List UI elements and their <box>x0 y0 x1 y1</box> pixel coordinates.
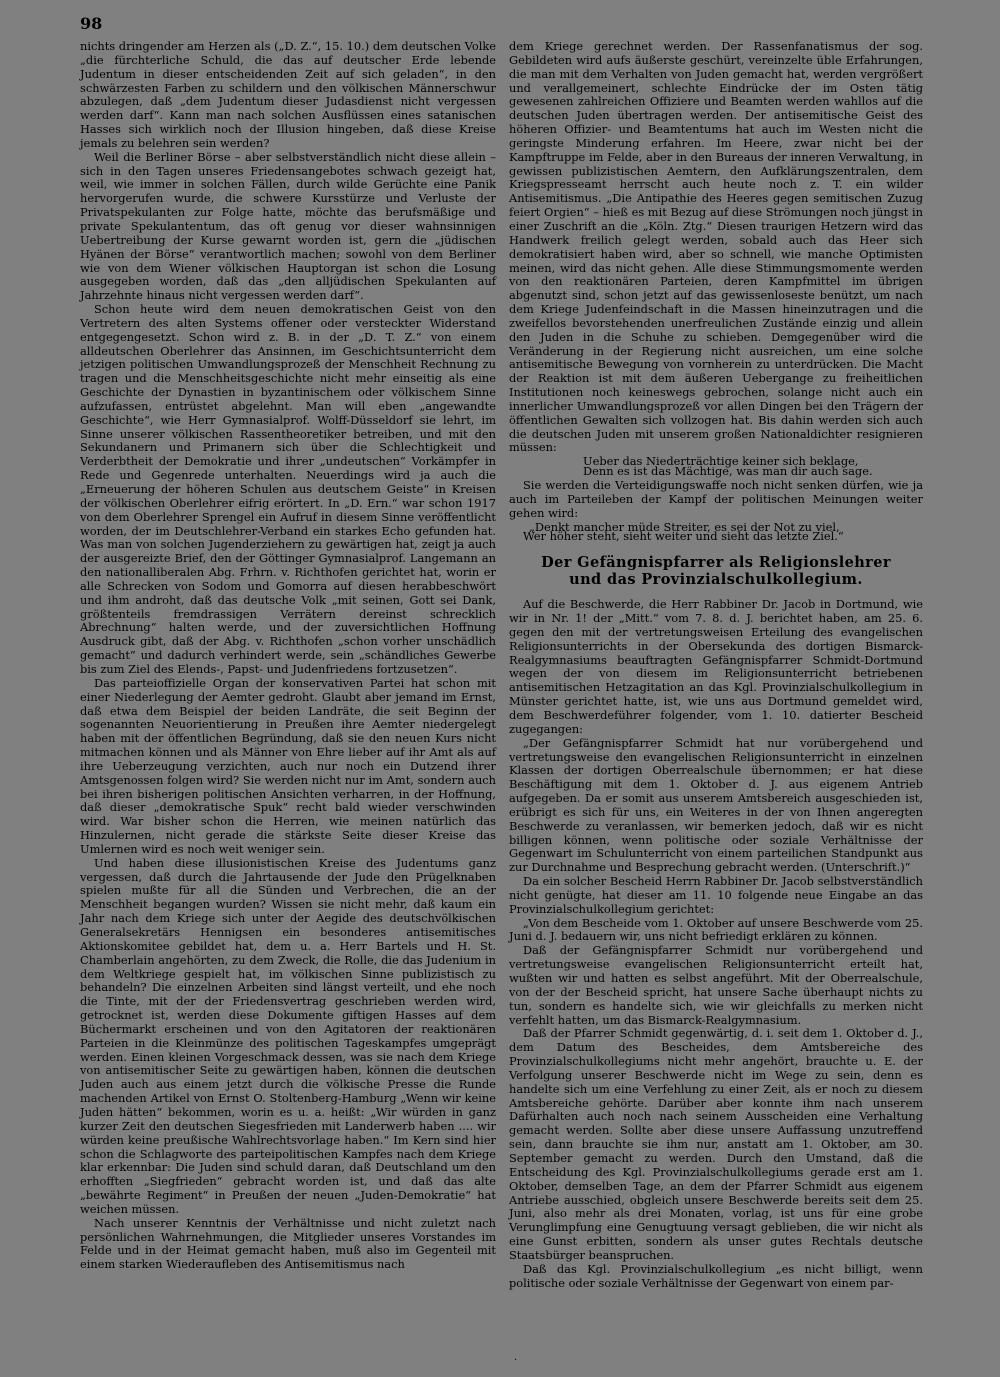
heading-line: und das Provinzialschulkollegium. <box>569 571 863 589</box>
paragraph: nichts dringender am Herzen als („D. Z.“, 15. 10.) dem deutschen Volke „die fürchterliche Schuld, die das auf deutscher Erde lebende Judentum in dieser entscheidenden Zeit auf sich geladen“, in den schwärzesten Farben zu schildern und den völkischen Männerschwur abzulegen, daß „dem Judentum dieser Judasdienst nicht vergessen werden darf“. Kann man nach solchen Ausflüssen eines satanischen Hasses sich wirklich noch der Illusion hingeben, daß diese Kreise jemals zu belehren sein werden? <box>80 39 496 150</box>
verse-line: „Denkt mancher müde Streiter, es sei der Not zu viel, <box>529 519 840 534</box>
paragraph: Sie werden die Verteidigungswaffe noch nicht senken dürfen, wie ja auch im Parteileben der Kampf der politischen Meinungen weiter gehen wird: <box>509 478 923 520</box>
paragraph: Daß der Pfarrer Schmidt gegenwärtig, d. i. seit dem 1. Oktober d. J., dem Datum des Bescheides, dem Amtsbereiche des Provinzialschulkollegiums nicht mehr angehört, brauchte u. E. der Verfolgung unserer Beschwerde nicht im Wege zu sein, denn es handelte sich um eine Verfehlung zu einer Zeit, als er noch zu diesem Amtsbereiche gehörte. Darüber aber konnte ihm nach unserem Dafürhalten auch noch nach seinem Ausscheiden eine Verhaltung gemacht werden. Sollte aber diese unsere Auffassung unzutreffend sein, dann brauchte sie ihm nur, anstatt am 1. Oktober, am 30. September gemacht zu werden. Durch den Umstand, daß die Entscheidung des Kgl. Provinzialschulkollegiums gerade erst am 1. Oktober, demselben Tage, an dem der Pfarrer Schmidt aus eigenem Antriebe ausschied, obgleich unsere Beschwerde bereits seit dem 25. Juni, also mehr als drei Monaten, vorlag, ist uns für eine grobe Verunglimpfung eine Genugtuung versagt geblieben, die wir nicht als eine Gunst erbitten, sondern als unser gutes Rechtals deutsche Staatsbürger beanspruchen. <box>509 1026 923 1262</box>
paragraph: Schon heute wird dem neuen demokratischen Geist von den Vertretern des alten Systems offener oder versteckter Widerstand entgegengesetzt. Schon wird z. B. in der „D. T. Z.“ von einem alldeutschen Oberlehrer das Ansinnen, im Geschichtsunterricht dem jetzigen politischen Umwandlungsprozeß der Menschheit Rechnung zu tragen und die Menschheitsgeschichte nicht mehr einseitig als eine Geschichte der Dynastien in byzantinischem oder völkischem Sinne aufzufassen, entrüstet abgelehnt. Man will eben „angewandte Geschichte“, wie Herr Gymnasialprof. Wolff-Düsseldorf sie lehrt, im Sinne unserer völkischen Rassentheoretiker betreiben, und mit den Sekundanern und Primanern sich über die Schlechtigkeit und Verderbtheit der Demokratie und ihrer „undeutschen“ Vorkämpfer in Rede und Gegenrede unterhalten. Neuerdings wird ja auch die „Erneuerung der höheren Schulen aus deutschem Geiste“ in Kreisen der völkischen Oberlehrer eifrig erörtert. In „D. Ern.“ war schon 1917 von dem Oberlehrer Sprengel ein Aufruf in diesem Sinne veröffentlicht worden, der im Deutschlehrer-Verband ein starkes Echo gefunden hat. Was man von solchen Jugenderziehern zu gewärtigen hat, zeigt ja auch der ausgereizte Brief, den der Göttinger Gymnasialprof. Langemann an den nationalliberalen Abg. Frhrn. v. Richthofen gerichtet hat, worin er alle Schrecken von Sodom und Gomorra auf diesen herabbeschwört und ihm androht, daß das deutsche Volk „mit seinen, Gott sei Dank, größtenteils fremdrassigen Verrätern dereinst schrecklich Abrechnung“ halten werde, und der zuversichtlichen Hoffnung Ausdruck gibt, daß der Abg. v. Richthofen „schon vorher unschädlich gemacht“ und dadurch verhindert werde, sein „schändliches Gewerbe bis zum Ziel des Elends-, Papst- und Judenfriedens fortzusetzen“. <box>80 302 496 676</box>
article-heading <box>509 554 923 588</box>
verse-line: Wer höher steht, sieht weiter und sieht das letzte Ziel.“ <box>523 529 844 544</box>
paragraph: Daß das Kgl. Provinzialschulkollegium „es nicht billigt, wenn politische oder soziale Verhältnisse der Gegenwart von einem par- <box>509 1261 923 1290</box>
verse-line: Ueber das Niederträchtige keiner sich beklage, <box>583 454 859 469</box>
paragraph: Das parteioffizielle Organ der konservativen Partei hat schon mit einer Niederlegung der Aemter gedroht. Glaubt aber jemand im Ernst, daß etwa dem Beispiel der beiden Landräte, die seit Beginn der sogenannten Neuorientierung in Preußen ihre Aemter niedergelegt haben mit der öffentlichen Begründung, daß sie den neuen Kurs nicht mitmachen können und als Männer von Ehre lieber auf ihr Amt als auf ihre Ueberzeugung verzichten, auch nur noch ein Dutzend ihrer Amtsgenossen folgen wird? Sie werden nicht nur im Amt, sondern auch bei ihren bisherigen politischen Ansichten verharren, in der Hoffnung, daß dieser „demokratische Spuk“ recht bald wieder verschwinden wird. War bisher schon die Herren, wie meinen natürlich das Hinzulernen, nicht gerade die stärkste Seite dieser Kreise das Umlernen wird es noch weit weniger sein. <box>80 675 496 856</box>
paragraph: Auf die Beschwerde, die Herr Rabbiner Dr. Jacob in Dortmund, wie wir in Nr. 1! der „Mitt.“ vom 7. 8. d. J. berichtet haben, am 25. 6. gegen den mit der vertretungsweisen Erteilung des evangelischen Religionsunterrichts in der Obersekunda des dortigen Bismarck-Realgymnasiums beauftragten Gefängnispfarrer Schmidt-Dortmund wegen der von diesem im Religionsunterricht betriebenen antisemitischen Hetzagitation an das Kgl. Provinzialschulkollegium in Münster gerichtet hatte, ist, wie uns aus Dortmund gemeldet wird, dem Beschwerdeführer folgender, vom 1. 10. datierter Bescheid zugegangen: <box>509 597 923 736</box>
page-number: 98 <box>80 14 103 33</box>
paragraph: Daß der Gefängnispfarrer Schmidt nur vorübergehend und vertretungsweise evangelischen Religionsunterricht erteilt hat, wußten wir und hatten es selbst angeführt. Mit der Oberrealschule, von der der Bescheid spricht, hat unsere Sache überhaupt nichts zu tun, sondern es handelte sich, wie wir gleichfalls zu merken nicht verfehlt hatten, um das Bismarck-Realgymnasium. <box>509 943 923 1027</box>
left-column <box>80 40 496 1272</box>
verse-line: Denn es ist das Mächtige, was man dir auch sage. <box>583 464 873 479</box>
paragraph: dem Kriege gerechnet werden. Der Rassenfanatismus der sog. Gebildeten wird aufs äußerste geschürt, vereinzelte üble Erfahrungen, die man mit dem Verhalten von Juden gemacht hat, werden vergrößert und verallgemeinert, schlechte Eindrücke der im Osten tätig gewesenen zahlreichen Offiziere und Beamten werden wahllos auf die deutschen Juden übertragen werden. Der antisemitische Geist des höheren Offizier- und Beamtentums hat auch im Westen nicht die geringste Minderung erfahren. Im Heere, zwar nicht bei der Kampftruppe im Felde, aber in den Bureaus der inneren Verwaltung, in gewissen publizistischen Aemtern, den Aufklärungszentralen, dem Kriegspresseamt herrscht auch heute noch z. T. ein wilder Antisemitismus. „Die Antipathie des Heeres gegen semitischen Zuzug feiert Orgien“ – hieß es mit Bezug auf diese Strömungen noch jüngst in einer Zuschrift an die „Köln. Ztg.“ Diesen traurigen Hetzern wird das Handwerk freilich gelegt werden, sobald auch das Heer sich demokratisiert haben wird, aber so schnell, wie manche Optimisten meinen, wird das nicht gehen. Alle diese Stimmungsmomente werden von den reaktionären Parteien, deren Kampfmittel im übrigen abgenutzt sind, schon jetzt auf das gewissenloseste benützt, um nach dem Kriege Judenfeindschaft in die Massen hineinzutragen und die zweifellos bevorstehenden unerfreulichen Zustände einzig und allein den Juden in die Schuhe zu schieben. Demgegenüber wird die Veränderung in der Regierung nicht ausreichen, um eine solche antisemitische Bewegung von vornherein zu unterdrücken. Die Macht der Reaktion ist mit dem äußeren Uebergange zu freiheitlichen Institutionen noch keineswegs gebrochen, solange nicht auch ein innerlicher Umwandlungsprozeß vor allen Dingen bei den Trägern der öffentlichen Gewalten sich vollzogen hat. Bis dahin werden sich auch die deutschen Juden mit unserem großen Nationaldichter resignieren müssen: <box>509 39 923 455</box>
right-column <box>509 40 923 1290</box>
quoted-paragraph: „Der Gefängnispfarrer Schmidt hat nur vorübergehend und vertretungsweise den evangelischen Religionsunterricht in einzelnen Klassen der dortigen Oberrealschule übernommen; er hat diese Beschäftigung mit dem 1. Oktober d. J. aus eigenem Antrieb aufgegeben. Da er somit aus unserem Amtsbereich ausgeschieden ist, erübrigt es sich für uns, ein Weiteres in der von Ihnen angeregten Beschwerde zu veranlassen, wir bemerken jedoch, daß wir es nicht billigen können, wenn politische oder soziale Verhältnisse der Gegenwart im Schulunterricht von einem parteilichen Standpunkt aus zur Durchnahme und Besprechung gebracht werden. (Unterschrift.)“ <box>509 735 923 875</box>
paragraph: Und haben diese illusionistischen Kreise des Judentums ganz vergessen, daß durch die Jahrtausende der Jude den Prügelknaben spielen mußte für all die Sünden und Verbrechen, die an der Menschheit begangen wurden? Wissen sie nicht mehr, daß kaum ein Jahr nach dem Kriege sich unter der Aegide des deutschvölkischen Generalsekretärs Hennigsen ein besonderes antisemitisches Aktionskomitee gebildet hat, dem u. a. Herr Bartels und H. St. Chamberlain angehörten, zu dem Zweck, die Rolle, die das Judenium in dem Weltkriege gespielt hat, im völkischen Sinne publizistisch zu behandeln? Die einzelnen Arbeiten sind längst verteilt, und ehe noch die Tinte, mit der der Friedensvertrag geschrieben werden wird, getrocknet ist, werden diese Dokumente giftigen Hasses auf dem Büchermarkt erscheinen und von den Agitatoren der reaktionären Parteien in die Kleinmünze des politischen Tageskampfes umgeprägt werden. Einen kleinen Vorgeschmack dessen, was sie nach dem Kriege von antisemitischer Seite zu gewärtigen haben, können die deutschen Juden auch aus einem jetzt durch die völkische Presse die Runde machenden Artikel von Ernst O. Stoltenberg-Hamburg „Wenn wir keine Juden hätten“ bekommen, worin es u. a. heißt: „Wir würden in ganz kurzer Zeit den deutschen Siegesfrieden mit Landerwerb haben .... wir würden keine preußische Wahlrechtsvorlage haben.“ Im Kern sind hier schon die Schlagworte des parteipolitischen Kampfes nach dem Kriege klar erkennbar: Die Juden sind schuld daran, daß Deutschland um den erhofften „Siegfrieden“ gebracht worden ist, und daß das alte „bewährte Regiment“ in Preußen der neuen „Juden-Demokratie“ hat weichen müssen. <box>80 855 496 1216</box>
paragraph: Da ein solcher Bescheid Herrn Rabbiner Dr. Jacob selbstverständlich nicht genügte, hat dieser am 11. 10 folgende neue Eingabe an das Provinzialschulkollegium gerichtet: <box>509 874 923 916</box>
footer-mark: . <box>514 1352 518 1363</box>
paragraph: Nach unserer Kenntnis der Verhältnisse und nicht zuletzt nach persönlichen Wahrnehmungen, die Mitglieder unseres Vorstandes im Felde und in der Heimat gemacht haben, muß also im Gegenteil mit einem starken Wiederaufleben des Antisemitismus nach <box>80 1215 496 1272</box>
paragraph: Weil die Berliner Börse – aber selbstverständlich nicht diese allein – sich in den Tagen unseres Friedensangebotes schwach gezeigt hat, weil, wie immer in solchen Fällen, durch wilde Gerüchte eine Panik hervorgerufen wurde, die schwere Kursstürze und Verluste der Privatspekulanten zur Folge hatte, möchte das berufsmäßige und private Spekulantentum, das oft genug vor dieser wahnsinnigen Uebertreibung der Kurse gewarnt worden ist, gern die „jüdischen Hyänen der Börse“ verantwortlich machen; sowohl von dem Berliner wie von dem Wiener völkischen Hauptorgan ist schon die Losung ausgegeben worden, daß das „den alljüdischen Spekulanten auf Jahrzehnte hinaus nicht vergessen werden darf“. <box>80 149 496 303</box>
quoted-paragraph: „Von dem Bescheide vom 1. Oktober auf unsere Beschwerde vom 25. Juni d. J. bedauern wir, uns nicht befriedigt erklären zu können. <box>509 915 923 944</box>
heading-line: Der Gefängnispfarrer als Religionslehrer <box>541 554 891 572</box>
